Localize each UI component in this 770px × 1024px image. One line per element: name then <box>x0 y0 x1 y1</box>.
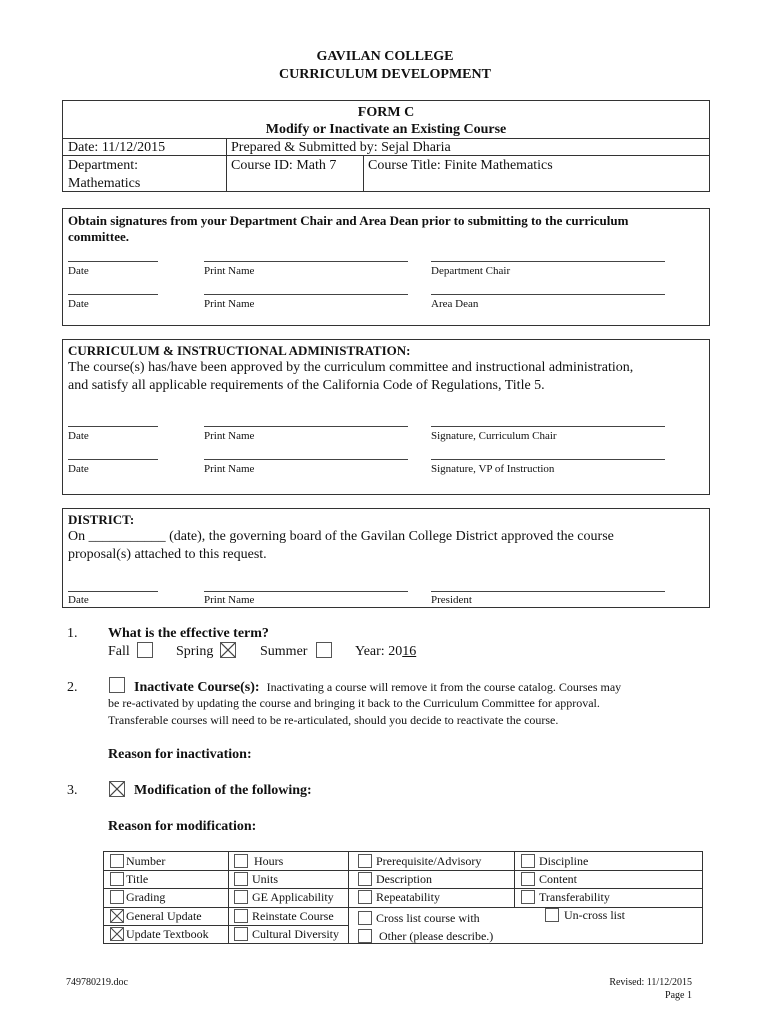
district-heading: DISTRICT: <box>68 512 135 527</box>
curriculum-text-line2: and satisfy all applicable requirements of the California Code of Regulations, Title 5. <box>68 378 545 393</box>
q2-line1 <box>134 679 621 696</box>
fall-checkbox[interactable] <box>137 642 153 658</box>
check-x-icon <box>221 643 235 657</box>
title-checkbox[interactable] <box>110 872 124 886</box>
footer-doc-name: 749780219.doc <box>66 977 128 988</box>
date-line[interactable] <box>68 459 158 460</box>
district-section <box>62 508 710 608</box>
print-name-line[interactable] <box>204 459 408 460</box>
year-label: Year: 20 <box>355 644 403 659</box>
q2-number: 2. <box>67 680 78 695</box>
modification-checkbox[interactable] <box>109 781 125 797</box>
print-name-label: Print Name <box>204 430 255 442</box>
cross-list-checkbox[interactable] <box>358 911 372 925</box>
signatures-instruction-line1: Obtain signatures from your Department Chair and Area Dean prior to submitting to the curriculum <box>68 213 629 228</box>
date-line[interactable] <box>68 426 158 427</box>
q3-label: Modification of the following: <box>134 783 312 798</box>
form-info-table <box>62 100 710 192</box>
reinstate-course-checkbox[interactable] <box>234 909 248 923</box>
q2-text-line2: be re-activated by updating the course and bringing it back to the Curriculum Committee for approval. <box>108 696 600 710</box>
reason-modification-label: Reason for modification: <box>108 819 257 834</box>
reason-inactivation-label: Reason for inactivation: <box>108 747 252 762</box>
q2-text-line1: Inactivating a course will remove it from the course catalog. Courses may <box>266 680 622 694</box>
cultural-diversity-checkbox[interactable] <box>234 927 248 941</box>
vp-instruction-signature-line[interactable] <box>431 459 665 460</box>
date-line[interactable] <box>68 261 158 262</box>
check-x-icon <box>111 910 123 922</box>
print-name-label: Print Name <box>204 463 255 475</box>
print-name-line[interactable] <box>204 294 408 295</box>
area-dean-signature-line[interactable] <box>431 294 665 295</box>
update-textbook-label: Update Textbook <box>126 927 209 941</box>
q2-label: Inactivate Course(s): <box>134 680 260 695</box>
dept-chair-label: Department Chair <box>431 265 511 277</box>
hours-label: Hours <box>254 854 284 868</box>
date-label: Date <box>68 265 89 277</box>
date-label: Date <box>68 430 89 442</box>
spring-label: Spring <box>176 644 214 659</box>
content-label: Content <box>539 872 577 886</box>
footer-revised: Revised: 11/12/2015 <box>609 977 692 988</box>
prerequisite-label: Prerequisite/Advisory <box>376 854 482 868</box>
footer-page: Page 1 <box>665 990 692 1001</box>
repeatability-checkbox[interactable] <box>358 890 372 904</box>
general-update-checkbox[interactable] <box>110 909 124 923</box>
curriculum-section <box>62 339 710 495</box>
cultural-diversity-label: Cultural Diversity <box>252 927 339 941</box>
print-name-line[interactable] <box>204 261 408 262</box>
number-checkbox[interactable] <box>110 854 124 868</box>
reinstate-course-label: Reinstate Course <box>252 909 334 923</box>
print-name-label: Print Name <box>204 265 255 277</box>
district-text-line1: On ___________ (date), the governing board of the Gavilan College District approved the course <box>68 529 614 544</box>
q1-number: 1. <box>67 626 78 641</box>
grading-checkbox[interactable] <box>110 890 124 904</box>
department-value: Mathematics <box>68 176 141 191</box>
fall-label: Fall <box>108 644 130 659</box>
q2-text-line3: Transferable courses will need to be re-articulated, should you decide to reactivate the course. <box>108 713 559 727</box>
date-label: Date <box>68 298 89 310</box>
curriculum-chair-signature-line[interactable] <box>431 426 665 427</box>
number-label: Number <box>126 854 166 868</box>
signatures-instruction-line2: committee. <box>68 229 129 244</box>
description-label: Description <box>376 872 432 886</box>
date-label: Date <box>68 463 89 475</box>
other-checkbox[interactable] <box>358 929 372 943</box>
discipline-label: Discipline <box>539 854 589 868</box>
form-id: FORM C <box>357 105 415 120</box>
cross-list-label: Cross list course with <box>376 911 480 925</box>
update-textbook-checkbox[interactable] <box>110 927 124 941</box>
course-title: Course Title: Finite Mathematics <box>368 158 553 173</box>
college-name: GAVILAN COLLEGE <box>316 49 454 64</box>
print-name-line[interactable] <box>204 591 408 592</box>
prepared-by: Prepared & Submitted by: Sejal Dharia <box>231 140 451 155</box>
course-id: Course ID: Math 7 <box>231 158 337 173</box>
summer-label: Summer <box>260 644 308 659</box>
date-label: Date <box>68 594 89 606</box>
president-label: President <box>431 594 472 606</box>
vp-instruction-label: Signature, VP of Instruction <box>431 463 555 475</box>
year-field[interactable] <box>355 643 416 660</box>
units-label: Units <box>252 872 279 886</box>
q1-label: What is the effective term? <box>108 626 269 641</box>
check-x-icon <box>110 782 124 796</box>
description-checkbox[interactable] <box>358 872 372 886</box>
uncross-list-checkbox[interactable] <box>545 908 559 922</box>
curriculum-heading: CURRICULUM & INSTRUCTIONAL ADMINISTRATION: <box>68 343 411 358</box>
general-update-label: General Update <box>126 909 202 923</box>
units-checkbox[interactable] <box>234 872 248 886</box>
title-label: Title <box>126 872 149 886</box>
repeatability-label: Repeatability <box>376 890 440 904</box>
date-line[interactable] <box>68 591 158 592</box>
curriculum-chair-label: Signature, Curriculum Chair <box>431 430 557 442</box>
other-label: Other (please describe.) <box>379 929 494 943</box>
check-x-icon <box>111 928 123 940</box>
form-date: Date: 11/12/2015 <box>68 140 166 155</box>
prerequisite-checkbox[interactable] <box>358 854 372 868</box>
district-text-line2: proposal(s) attached to this request. <box>68 547 267 562</box>
area-dean-label: Area Dean <box>431 298 479 310</box>
print-name-label: Print Name <box>204 594 255 606</box>
president-signature-line[interactable] <box>431 591 665 592</box>
ge-applicability-checkbox[interactable] <box>234 890 248 904</box>
print-name-label: Print Name <box>204 298 255 310</box>
signatures-section <box>62 208 710 326</box>
inactivate-checkbox[interactable] <box>109 677 125 693</box>
department-label: Department: <box>68 158 138 173</box>
dept-chair-signature-line[interactable] <box>431 261 665 262</box>
year-value: 16 <box>402 644 417 659</box>
uncross-list-label: Un-cross list <box>564 908 625 922</box>
modification-table <box>103 851 703 944</box>
summer-checkbox[interactable] <box>316 642 332 658</box>
transferability-checkbox[interactable] <box>521 890 535 904</box>
hours-checkbox[interactable] <box>234 854 248 868</box>
discipline-checkbox[interactable] <box>521 854 535 868</box>
date-line[interactable] <box>68 294 158 295</box>
grading-label: Grading <box>126 890 166 904</box>
content-checkbox[interactable] <box>521 872 535 886</box>
transferability-label: Transferability <box>539 890 610 904</box>
curriculum-text-line1: The course(s) has/have been approved by the curriculum committee and instructional administration, <box>68 360 634 375</box>
ge-applicability-label: GE Applicability <box>252 890 334 904</box>
department-heading: CURRICULUM DEVELOPMENT <box>279 67 491 82</box>
form-title: Modify or Inactivate an Existing Course <box>265 122 507 137</box>
print-name-line[interactable] <box>204 426 408 427</box>
spring-checkbox[interactable] <box>220 642 236 658</box>
q3-number: 3. <box>67 783 78 798</box>
